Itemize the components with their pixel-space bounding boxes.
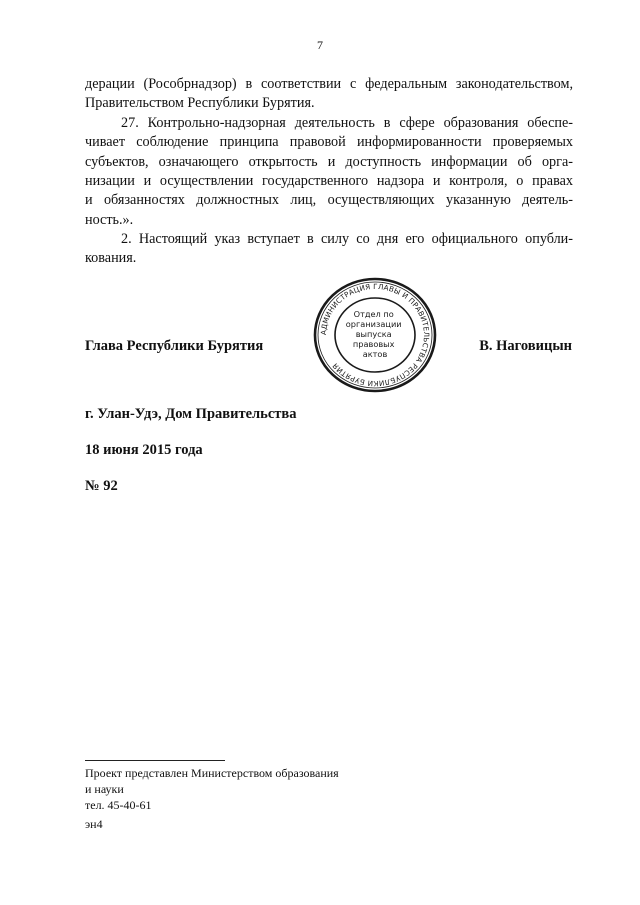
paragraph-continuation (85, 75, 573, 230)
text-line: дерации (Рособрнадзор) в соответствии с федеральным законодательством, (85, 76, 573, 92)
footnote-line: Проект представлен Министерством образования (85, 766, 339, 780)
footnote-divider (85, 760, 225, 761)
official-seal (300, 275, 450, 395)
text-line: низации и осуществлении государственного надзора и контроля, о правах (85, 173, 573, 190)
footnote (85, 765, 339, 813)
seal-center-line: правовых (352, 339, 395, 349)
seal-center-line: Отдел по (353, 309, 394, 319)
place-of-signing: г. Улан-Удэ, Дом Правительства (85, 406, 297, 422)
svg-text:Отдел по организации в (346, 309, 404, 359)
seal-center-line: организации (345, 319, 402, 329)
signatory-position: Глава Республики Бурятия (85, 338, 264, 354)
page-number: 7 (317, 38, 323, 52)
document-date: 18 июня 2015 года (85, 442, 203, 458)
text-line: кования. (85, 250, 137, 267)
signatory-name: В. Наговицын (479, 338, 572, 354)
seal-ring-text: АДМИНИСТРАЦИЯ ГЛАВЫ И ПРАВИТЕЛЬСТВА РЕСПУБЛИКИ БУРЯТИЯ (318, 281, 432, 389)
document-number: № 92 (85, 478, 118, 494)
text-line: Правительством Республики Бурятия. (85, 95, 315, 112)
seal-center-line: актов (362, 349, 388, 359)
text-line: 2. Настоящий указ вступает в силу со дня его официального опубли- (121, 231, 573, 247)
text-line: чивает соблюдение принципа правовой информированности проверяемых (85, 134, 573, 151)
text-line: субъектов, означающего открытость и доступность информации об орга- (85, 153, 573, 170)
seal-center-line: выпуска (355, 329, 392, 339)
text-line: ность.». (85, 211, 134, 228)
footnote-line: и науки (85, 782, 124, 796)
document-code: эн4 (85, 817, 103, 831)
footnote-line: тел. 45-40-61 (85, 798, 152, 812)
text-line: 27. Контрольно-надзорная деятельность в сфере образования обеспе- (121, 114, 573, 131)
text-line: и обязанностях должностных лиц, осуществляющих указанную деятель- (85, 192, 573, 209)
paragraph-entry-into-force (85, 230, 573, 269)
